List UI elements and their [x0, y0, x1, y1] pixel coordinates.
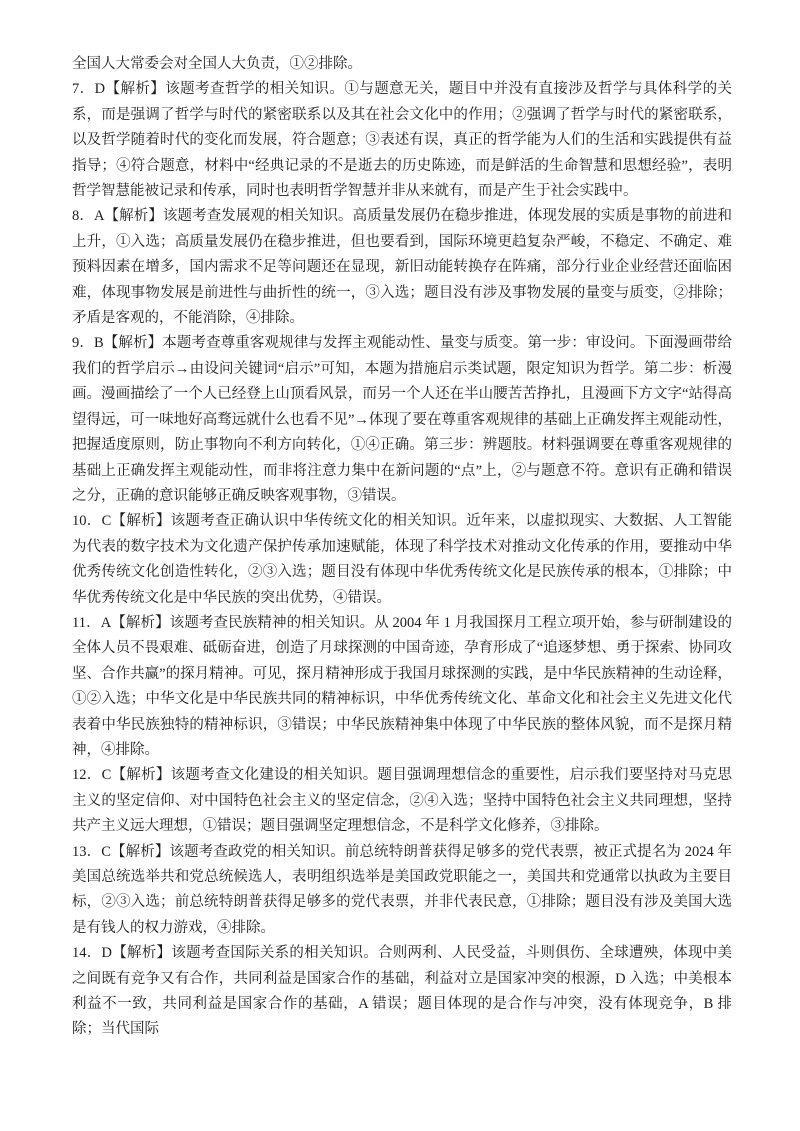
analysis-label: 【解析】 [111, 767, 171, 784]
answer-item-12 [72, 763, 732, 839]
answer-item-9 [72, 331, 732, 509]
text-block [72, 52, 732, 1043]
item-explanation: 该题考查哲学的相关知识。①与题意无关，题目中并没有直接涉及哲学与具体科学的关系，而是强调了哲学与时代的紧密联系以及其在社会文化中的作用；②强调了哲学与时代的紧密联系，以及哲学随着时代的变化而发展，符合题意；③表述有误，真正的哲学能为人们的生活和实践提供有益指导；④符合题意，材料中“经典记录的不是逝去的历史陈迹，而是鲜活的生命智慧和思想经验”，表明哲学智慧能被记录和传承，同时也表明哲学智慧并非从来就有，而是产生于社会实践中。 [72, 81, 733, 200]
answer-item-13 [72, 840, 732, 942]
analysis-label: 【解析】 [110, 843, 170, 860]
item-explanation: 本题考查尊重客观规律与发挥主观能动性、量变与质变。第一步：审设问。下面漫画带给我们的哲学启示→由设问关键词“启示”可知，本题为措施启示类试题，限定知识为哲学。第二步：析漫画。漫画描绘了一个人已经登上山顶看风景，而另一个人还在半山腰苦苦挣扎，且漫画下方文字“站得高望得远，可一味地好高骛远就什么也看不见”→体现了要在尊重客观规律的基础上正确发挥主观能动性，把握适度原则，防止事物向不利方向转化，①④正确。第三步：辨题肢。材料强调要在尊重客观规律的基础上正确发挥主观能动性，而非将注意力集中在新问题的“点”上，②与题意不符。意识有正确和错误之分，正确的意识能够正确反映客观事物，③错误。 [72, 335, 733, 504]
answer-item-10 [72, 509, 732, 611]
item-number: 12． [72, 767, 102, 784]
answer-item-11 [72, 611, 732, 763]
item-answer: D [94, 81, 106, 98]
item-explanation: 该题考查发展观的相关知识。高质量发展仍在稳步推进，体现发展的实质是事物的前进和上升，①入选；高质量发展仍在稳步推进，但也要看到，国际环境更趋复杂严峻，不稳定、不确定、难预料因素在增多，国内需求不足等问题还在显现，新旧动能转换存在阵痛，部分行业企业经营还面临困难，体现事物发展是前进性与曲折性的统一，③入选；题目没有涉及事物发展的量变与质变，②排除；矛盾是客观的，不能消除，④排除。 [72, 208, 733, 327]
analysis-label: 【解析】 [105, 81, 166, 98]
analysis-label: 【解析】 [103, 335, 163, 352]
item-answer: D [101, 945, 113, 962]
analysis-label: 【解析】 [112, 945, 172, 962]
continuation-paragraph [72, 52, 732, 77]
item-number: 11． [72, 614, 101, 631]
item-explanation: 该题考查政党的相关知识。前总统特朗普获得足够多的党代表票，被正式提名为 2024 年美国总统选举共和党总统候选人，表明组织选举是美国政党职能之一，美国共和党通常以执政为主要目标，②③入选；前总统特朗普获得足够多的党代表票，并非代表民意，①排除；题目没有涉及美国大选是有钱人的权力游戏，④排除。 [72, 843, 733, 936]
answer-item-14 [72, 941, 732, 1043]
item-number: 13． [72, 843, 102, 860]
analysis-label: 【解析】 [111, 614, 170, 631]
item-answer: C [101, 843, 111, 860]
continuation-text: 全国人大常委会对全国人大负责，①②排除。 [72, 56, 362, 72]
item-explanation: 该题考查正确认识中华传统文化的相关知识。近年来，以虚拟现实、大数据、人工智能为代表的数字技术为文化遗产保护传承加速赋能，体现了科学技术对推动文化传承的作用，要推动中华优秀传统文化创造性转化，②③入选；题目没有体现中华优秀传统文化是民族传承的根本，①排除；中华优秀传统文化是中华民族的突出优势，④错误。 [72, 513, 733, 606]
item-answer: C [101, 513, 112, 530]
item-number: 7． [72, 81, 95, 98]
item-answer: A [100, 614, 112, 631]
analysis-label: 【解析】 [111, 513, 171, 530]
item-number: 10． [72, 513, 102, 530]
item-answer: A [93, 208, 105, 225]
item-number: 8． [72, 208, 94, 225]
analysis-label: 【解析】 [104, 208, 163, 225]
answer-item-8 [72, 204, 732, 331]
item-number: 14． [72, 945, 102, 962]
item-answer: B [93, 335, 104, 352]
item-answer: C [101, 767, 112, 784]
item-explanation: 该题考查文化建设的相关知识。题目强调理想信念的重要性，启示我们要坚持对马克思主义的坚定信仰、对中国特色社会主义的坚定信念，②④入选；坚持中国特色社会主义共同理想，坚持共产主义远大理想，①错误；题目强调坚定理想信念，不是科学文化修养，③排除。 [72, 767, 733, 835]
answer-item-7 [72, 77, 732, 204]
item-explanation: 该题考查民族精神的相关知识。从 2004 年 1 月我国探月工程立项开始，参与研制建设的全体人员不畏艰难、砥砺奋进，创造了月球探测的中国奇迹，孕育形成了“追逐梦想、勇于探索、协同攻坚、合作共赢”的探月精神。可见，探月精神形成于我国月球探测的实践，是中华民族精神的生动诠释，①②入选；中华文化是中华民族共同的精神标识，中华优秀传统文化、革命文化和社会主义先进文化代表着中华民族独特的精神标识，③错误；中华民族精神集中体现了中华民族的整体风貌，而不是探月精神，④排除。 [72, 614, 733, 758]
item-explanation: 该题考查国际关系的相关知识。合则两利、人民受益，斗则俱伤、全球遭殃，体现中美之间既有竞争又有合作，共同利益是国家合作的基础，利益对立是国家冲突的根源，D 入选；中美根本利益不一致，共同利益是国家合作的基础，A 错误；题目体现的是合作与冲突，没有体现竞争，B 排除；当代国际 [72, 945, 733, 1038]
item-number: 9． [72, 335, 94, 352]
